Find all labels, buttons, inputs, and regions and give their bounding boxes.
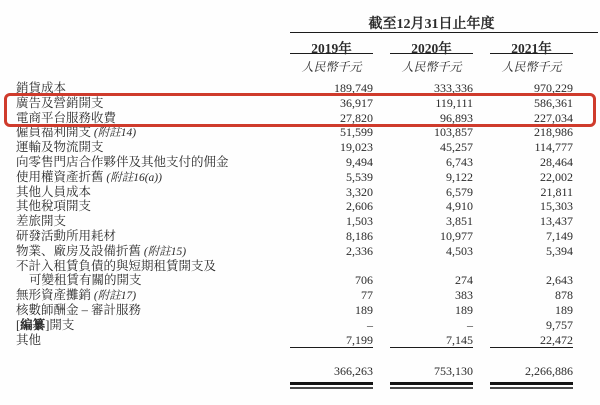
row-label: 其他稅項開支 <box>16 199 92 214</box>
row-value-2020: 119,111 <box>435 95 473 110</box>
row-label: 研發活動所用耗材 <box>16 228 117 243</box>
row-value-2019: 706 <box>355 273 373 288</box>
table-row <box>16 125 573 140</box>
row-label: [編纂]開支 <box>16 317 75 332</box>
subtotal-rule <box>290 347 373 352</box>
row-value-2019: 5,539 <box>346 169 373 184</box>
row-value-2021: 21,811 <box>540 184 573 199</box>
row-value-2021: 189 <box>555 302 573 317</box>
row-value-2020: 189 <box>455 302 473 317</box>
row-value-2020 <box>390 259 473 274</box>
row-value-2020: 6,579 <box>446 184 473 199</box>
row-value-2021: 9,757 <box>546 317 573 332</box>
double-rule <box>390 382 473 390</box>
row-value-2020: 4,503 <box>446 243 473 258</box>
row-value-2020: 103,857 <box>434 125 473 140</box>
total-value-2021: 2,266,886 <box>525 364 573 379</box>
table-row <box>16 140 573 155</box>
row-label: 無形資產攤銷 (附註17) <box>16 288 137 303</box>
table-row <box>16 244 573 259</box>
highlight-box <box>4 93 596 127</box>
row-value-2021: 2,643 <box>546 273 573 288</box>
row-value-2021: 15,303 <box>540 199 573 214</box>
row-value-2021 <box>490 259 573 274</box>
table-row <box>16 273 573 288</box>
total-value-2020: 753,130 <box>434 364 473 379</box>
totals-row <box>16 363 573 379</box>
row-value-2020: 383 <box>455 288 473 303</box>
row-value-2020: – <box>467 317 473 332</box>
row-value-2021: 114,777 <box>534 140 573 155</box>
row-value-2019: 9,494 <box>346 154 373 169</box>
row-label: 可變租賃有關的開支 <box>29 273 142 288</box>
row-value-2020: 6,743 <box>446 154 473 169</box>
row-label: 廣告及營銷開支 <box>16 95 104 110</box>
row-label: 核數師酬金 – 審計服務 <box>16 302 142 317</box>
row-label: 銷貨成本 <box>16 81 67 95</box>
row-value-2021: 218,986 <box>534 125 573 140</box>
unit-label-2020: 人民幣千元 <box>401 60 462 74</box>
row-value-2019: 27,820 <box>340 110 373 125</box>
row-value-2019: 77 <box>361 288 373 303</box>
row-value-2020: 9,122 <box>446 169 473 184</box>
row-value-2021: 227,034 <box>534 110 573 125</box>
row-value-2019: 51,599 <box>340 125 373 140</box>
row-value-2020: 45,257 <box>440 140 473 155</box>
table-row <box>16 318 573 333</box>
row-value-2021: 28,464 <box>540 154 573 169</box>
row-label: 僱員福利開支 (附註14) <box>16 125 137 140</box>
table-row <box>16 333 573 348</box>
row-value-2019: 189,749 <box>334 81 373 95</box>
row-label: 運輸及物流開支 <box>16 140 104 155</box>
row-value-2020: 3,851 <box>446 214 473 229</box>
table-row <box>16 155 573 170</box>
row-value-2019: 36,917 <box>340 95 373 110</box>
period-title: 截至12月31日止年度 <box>368 17 495 32</box>
row-value-2021: 970,229 <box>534 81 573 95</box>
expense-table <box>16 81 573 390</box>
row-value-2020: 333,336 <box>434 81 473 95</box>
row-value-2020: 274 <box>455 273 473 288</box>
row-value-2021: 878 <box>555 288 573 303</box>
row-label: 向零售門店合作夥伴及其他支付的佣金 <box>16 154 229 169</box>
row-value-2021: 5,394 <box>546 243 573 258</box>
row-label: 使用權資產折舊 (附註16(a)) <box>16 169 162 184</box>
unit-label-2021: 人民幣千元 <box>501 60 562 74</box>
row-value-2019: 19,023 <box>340 140 373 155</box>
row-value-2019: 7,199 <box>346 332 373 347</box>
row-value-2019: 2,606 <box>346 199 373 214</box>
row-value-2019: – <box>367 317 373 332</box>
row-value-2019: 189 <box>355 302 373 317</box>
row-value-2021: 586,361 <box>534 95 573 110</box>
row-value-2019: 2,336 <box>346 243 373 258</box>
subtotal-rule-row <box>16 347 573 352</box>
double-rule <box>290 382 373 390</box>
subtotal-rule <box>490 347 573 352</box>
row-value-2020: 10,977 <box>440 228 473 243</box>
year-column-header-2021: 2021年 <box>490 37 573 54</box>
row-value-2021: 22,472 <box>540 332 573 347</box>
table-row <box>16 170 573 185</box>
row-value-2020: 4,910 <box>446 199 473 214</box>
table-row <box>16 303 573 318</box>
row-value-2019 <box>290 259 373 274</box>
table-row <box>16 259 573 274</box>
row-value-2019: 3,320 <box>346 184 373 199</box>
row-value-2021: 7,149 <box>546 228 573 243</box>
subtotal-rule <box>390 347 473 352</box>
grand-total-double-rule-row <box>16 382 573 390</box>
row-label: 其他人員成本 <box>16 184 92 199</box>
row-value-2021: 13,437 <box>540 214 573 229</box>
row-label: 電商平台服務收費 <box>16 110 117 125</box>
row-value-2020: 7,145 <box>446 332 473 347</box>
year-column-header-2019: 2019年 <box>290 37 373 54</box>
row-value-2020: 96,893 <box>440 110 473 125</box>
row-value-2019: 8,186 <box>346 228 373 243</box>
unit-label-2019: 人民幣千元 <box>301 60 362 74</box>
period-title-rule <box>290 32 598 33</box>
double-rule <box>490 382 573 390</box>
row-value-2019: 1,503 <box>346 214 373 229</box>
year-column-header-2020: 2020年 <box>390 37 473 54</box>
row-value-2021: 22,002 <box>540 169 573 184</box>
table-row <box>16 288 573 303</box>
row-label: 其他 <box>16 332 42 347</box>
total-value-2019: 366,263 <box>334 364 373 379</box>
table-row <box>16 199 573 214</box>
row-label: 差旅開支 <box>16 214 67 229</box>
table-row <box>16 185 573 200</box>
row-label: 物業、廠房及設備折舊 (附註15) <box>16 243 187 258</box>
table-row <box>16 229 573 244</box>
row-label: 不計入租賃負債的與短期租賃開支及 <box>16 258 217 273</box>
table-row <box>16 214 573 229</box>
